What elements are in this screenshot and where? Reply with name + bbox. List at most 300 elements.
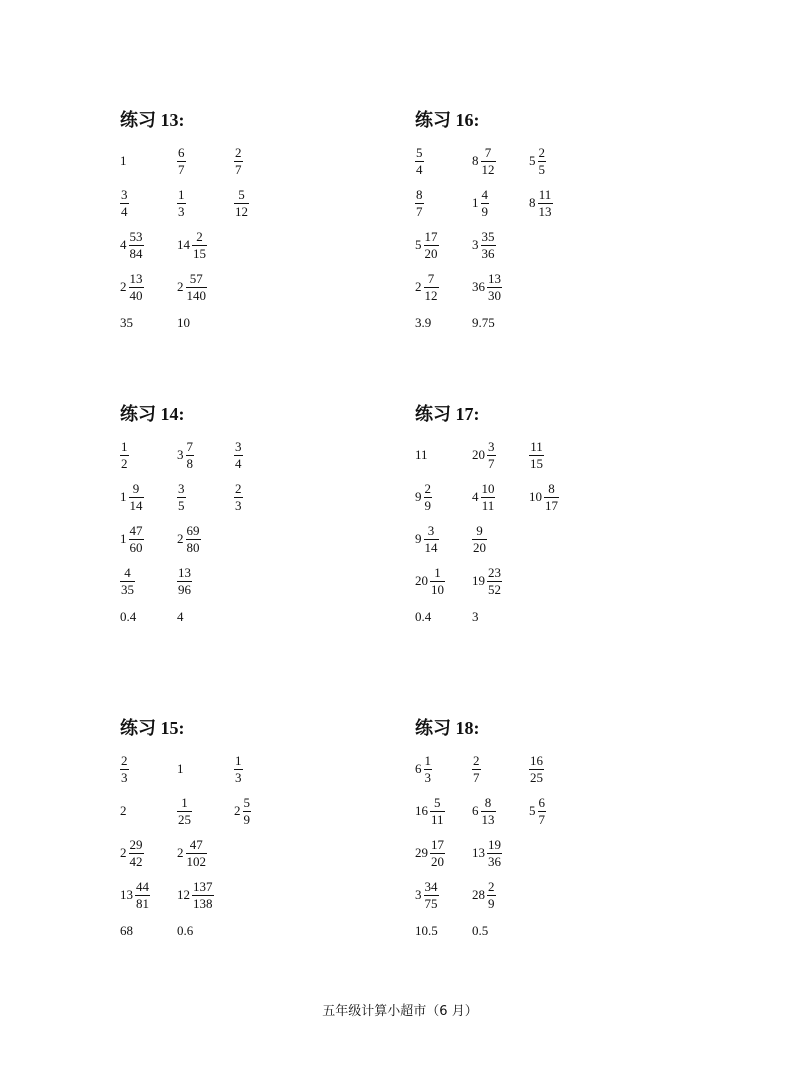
fraction-numerator: 57 — [189, 270, 203, 286]
fraction-denominator: 20 — [473, 539, 486, 555]
fraction-denominator: 36 — [481, 245, 495, 261]
fraction-numerator: 17 — [431, 836, 444, 852]
fraction-numerator: 1 — [235, 752, 242, 768]
fraction-numerator: 2 — [424, 480, 431, 496]
fraction — [487, 838, 502, 869]
answer-row — [120, 748, 420, 790]
mixed-number-whole: 3 — [415, 887, 422, 902]
fraction — [487, 272, 502, 303]
answer-item — [472, 880, 529, 911]
fraction-denominator: 7 — [488, 455, 495, 471]
answer-row — [120, 560, 420, 602]
mixed-number-whole: 2 — [177, 279, 184, 294]
answer-number: 10 — [177, 315, 190, 330]
fraction — [129, 482, 144, 513]
answer-row — [120, 434, 420, 476]
fraction — [177, 146, 186, 177]
fraction-numerator: 8 — [484, 794, 492, 810]
section-title: 练习 17: — [415, 404, 480, 424]
answer-item — [472, 315, 529, 331]
fraction-numerator: 29 — [129, 836, 143, 852]
answer-item — [177, 796, 234, 827]
fraction-denominator: 4 — [235, 455, 242, 471]
fraction — [120, 566, 135, 597]
answer-number: 0.4 — [415, 609, 432, 624]
fraction-denominator: 3 — [235, 497, 242, 513]
answer-item — [472, 838, 529, 869]
answer-item — [472, 188, 529, 219]
answer-item — [529, 754, 586, 785]
answer-item — [234, 796, 291, 827]
answer-item — [177, 188, 234, 219]
fraction-numerator: 2 — [196, 228, 203, 244]
fraction-numerator: 137 — [193, 878, 213, 894]
answer-number: 9.75 — [472, 315, 495, 330]
fraction-denominator: 35 — [121, 581, 134, 597]
fraction-denominator: 4 — [121, 203, 128, 219]
answer-item — [415, 315, 472, 331]
fraction-numerator: 23 — [488, 564, 501, 580]
fraction — [415, 146, 424, 177]
fraction-numerator: 1 — [181, 794, 188, 810]
fraction-denominator: 13 — [538, 203, 552, 219]
answer-row — [415, 874, 715, 916]
fraction-denominator: 9 — [424, 497, 431, 513]
answer-item — [120, 272, 177, 303]
fraction-numerator: 47 — [189, 836, 203, 852]
fraction-numerator: 7 — [484, 144, 492, 160]
answer-number: 35 — [120, 315, 133, 330]
answer-item — [529, 440, 586, 471]
mixed-number-whole: 19 — [472, 573, 485, 588]
fraction-denominator: 3 — [235, 769, 242, 785]
answer-number: 0.6 — [177, 923, 194, 938]
answer-item — [120, 524, 177, 555]
fraction-denominator: 20 — [424, 245, 438, 261]
exercise-section-18 — [415, 716, 715, 946]
fraction — [472, 524, 487, 555]
fraction — [234, 754, 243, 785]
mixed-number-whole: 16 — [415, 803, 428, 818]
answer-item — [177, 761, 234, 777]
fraction-denominator: 75 — [424, 895, 438, 911]
fraction — [424, 754, 433, 785]
fraction — [481, 188, 490, 219]
fraction-numerator: 53 — [129, 228, 143, 244]
mixed-number-whole: 36 — [472, 279, 485, 294]
page-footer: 五年级计算小超市（6 月） — [322, 1004, 478, 1019]
fraction — [544, 482, 559, 513]
answer-row — [415, 182, 715, 224]
fraction — [234, 146, 243, 177]
fraction-numerator: 34 — [424, 878, 438, 894]
fraction-denominator: 7 — [538, 811, 545, 827]
section-title: 练习 13: — [120, 110, 185, 130]
fraction — [424, 272, 439, 303]
answer-item — [472, 524, 529, 555]
fraction — [538, 796, 547, 827]
fraction-numerator: 5 — [243, 794, 250, 810]
answer-number: 1 — [177, 761, 184, 776]
mixed-number-whole: 2 — [120, 279, 127, 294]
answer-row — [120, 266, 420, 308]
answer-row — [415, 224, 715, 266]
fraction-numerator: 3 — [488, 438, 495, 454]
fraction-numerator: 9 — [132, 480, 140, 496]
mixed-number-whole: 1 — [472, 195, 479, 210]
fraction — [186, 272, 208, 303]
answer-item — [529, 146, 586, 177]
fraction — [129, 524, 144, 555]
answer-number: 68 — [120, 923, 133, 938]
fraction-numerator: 6 — [538, 794, 545, 810]
answer-item — [177, 609, 234, 625]
answer-item — [120, 230, 177, 261]
fraction — [177, 566, 192, 597]
mixed-number-whole: 2 — [177, 845, 184, 860]
answer-number: 1 — [120, 153, 127, 168]
answer-row — [120, 790, 420, 832]
fraction-numerator: 1 — [424, 752, 431, 768]
fraction-denominator: 40 — [129, 287, 143, 303]
answer-item — [472, 609, 529, 625]
fraction-denominator: 7 — [178, 161, 185, 177]
answer-number: 0.5 — [472, 923, 489, 938]
answer-grid — [120, 140, 420, 338]
fraction-numerator: 69 — [186, 522, 200, 538]
fraction-denominator: 30 — [488, 287, 501, 303]
fraction-denominator: 3 — [424, 769, 431, 785]
mixed-number-whole: 6 — [415, 761, 422, 776]
answer-number: 2 — [120, 803, 127, 818]
fraction-denominator: 11 — [431, 811, 444, 827]
section-title: 练习 18: — [415, 718, 480, 738]
fraction — [135, 880, 150, 911]
fraction-denominator: 5 — [538, 161, 545, 177]
answer-item — [415, 609, 472, 625]
fraction-denominator: 80 — [186, 539, 200, 555]
fraction-denominator: 7 — [416, 203, 423, 219]
answer-row — [415, 518, 715, 560]
fraction-numerator: 5 — [416, 144, 423, 160]
fraction — [192, 230, 207, 261]
answer-grid — [415, 434, 715, 632]
fraction — [186, 838, 208, 869]
answer-item — [177, 440, 234, 471]
fraction-numerator: 16 — [530, 752, 543, 768]
answer-item — [415, 880, 472, 911]
fraction-denominator: 12 — [424, 287, 438, 303]
answer-item — [234, 440, 291, 471]
fraction-denominator: 5 — [178, 497, 185, 513]
fraction — [177, 796, 192, 827]
answer-item — [120, 880, 177, 911]
answer-item — [415, 524, 472, 555]
fraction — [424, 482, 433, 513]
answer-item — [415, 566, 472, 597]
fraction-denominator: 3 — [121, 769, 128, 785]
fraction-denominator: 7 — [235, 161, 242, 177]
fraction-denominator: 9 — [243, 811, 250, 827]
mixed-number-whole: 3 — [472, 237, 479, 252]
answer-item — [177, 566, 234, 597]
mixed-number-whole: 1 — [120, 489, 127, 504]
mixed-number-whole: 6 — [472, 803, 479, 818]
exercise-section-15 — [120, 716, 420, 946]
exercise-section-13 — [120, 108, 420, 338]
fraction-denominator: 17 — [545, 497, 558, 513]
fraction-denominator: 140 — [186, 287, 206, 303]
answer-item — [529, 188, 586, 219]
fraction-denominator: 36 — [488, 853, 501, 869]
answer-grid — [120, 748, 420, 946]
fraction-numerator: 3 — [235, 438, 242, 454]
answer-item — [415, 188, 472, 219]
fraction — [186, 524, 201, 555]
mixed-number-whole: 4 — [472, 489, 479, 504]
answer-item — [177, 880, 234, 911]
fraction-denominator: 8 — [186, 455, 193, 471]
answer-row — [120, 182, 420, 224]
fraction-denominator: 84 — [129, 245, 143, 261]
answer-item — [415, 146, 472, 177]
fraction-numerator: 47 — [129, 522, 143, 538]
fraction-denominator: 10 — [431, 581, 444, 597]
answer-item — [415, 796, 472, 827]
answer-item — [472, 230, 529, 261]
fraction-denominator: 14 — [129, 497, 143, 513]
fraction-denominator: 42 — [129, 853, 143, 869]
fraction-numerator: 1 — [178, 186, 185, 202]
answer-number: 10.5 — [415, 923, 438, 938]
fraction-numerator: 1 — [434, 564, 441, 580]
fraction — [234, 440, 243, 471]
answer-row — [120, 518, 420, 560]
answer-row — [415, 832, 715, 874]
mixed-number-whole: 3 — [177, 447, 184, 462]
answer-row — [120, 602, 420, 632]
fraction-denominator: 96 — [178, 581, 191, 597]
fraction-numerator: 13 — [488, 270, 501, 286]
fraction-denominator: 20 — [431, 853, 444, 869]
answer-row — [415, 266, 715, 308]
fraction-numerator: 7 — [427, 270, 435, 286]
answer-item — [472, 754, 529, 785]
fraction-denominator: 14 — [424, 539, 438, 555]
answer-item — [120, 440, 177, 471]
fraction — [481, 230, 496, 261]
fraction-numerator: 8 — [416, 186, 423, 202]
answer-item — [120, 609, 177, 625]
answer-number: 3 — [472, 609, 479, 624]
answer-item — [120, 838, 177, 869]
fraction-numerator: 2 — [121, 752, 128, 768]
fraction — [177, 188, 186, 219]
fraction-denominator: 60 — [129, 539, 143, 555]
fraction-numerator: 2 — [473, 752, 480, 768]
fraction — [481, 796, 496, 827]
fraction-denominator: 13 — [481, 811, 495, 827]
fraction — [430, 796, 445, 827]
answer-item — [415, 838, 472, 869]
fraction — [177, 482, 186, 513]
fraction — [424, 230, 439, 261]
fraction — [430, 838, 445, 869]
answer-row — [120, 308, 420, 338]
fraction-denominator: 81 — [136, 895, 149, 911]
fraction-denominator: 11 — [481, 497, 495, 513]
answer-item — [120, 315, 177, 331]
answer-item — [415, 447, 472, 463]
answer-number: 3.9 — [415, 315, 432, 330]
fraction-numerator: 9 — [476, 522, 483, 538]
answer-item — [415, 482, 472, 513]
fraction-denominator: 25 — [178, 811, 191, 827]
answer-item — [120, 482, 177, 513]
answer-number: 0.4 — [120, 609, 137, 624]
fraction — [243, 796, 252, 827]
answer-item — [234, 754, 291, 785]
answer-number: 4 — [177, 609, 184, 624]
answer-grid — [415, 140, 715, 338]
answer-item — [177, 272, 234, 303]
mixed-number-whole: 2 — [234, 803, 241, 818]
answer-item — [415, 272, 472, 303]
fraction-numerator: 13 — [178, 564, 191, 580]
fraction — [529, 754, 544, 785]
exercise-section-16 — [415, 108, 715, 338]
fraction — [481, 146, 496, 177]
answer-row — [120, 224, 420, 266]
fraction-denominator: 12 — [235, 203, 248, 219]
answer-item — [472, 146, 529, 177]
answer-row — [120, 476, 420, 518]
fraction-numerator: 19 — [488, 836, 501, 852]
fraction-numerator: 3 — [427, 522, 435, 538]
fraction-denominator: 7 — [473, 769, 480, 785]
answer-row — [120, 916, 420, 946]
answer-item — [120, 153, 177, 169]
answer-item — [234, 482, 291, 513]
answer-item — [472, 796, 529, 827]
answer-item — [472, 440, 529, 471]
section-title: 练习 15: — [120, 718, 185, 738]
answer-item — [472, 272, 529, 303]
answer-item — [177, 524, 234, 555]
answer-row — [415, 434, 715, 476]
mixed-number-whole: 2 — [177, 531, 184, 546]
answer-item — [177, 230, 234, 261]
fraction-numerator: 17 — [424, 228, 438, 244]
mixed-number-whole: 10 — [529, 489, 542, 504]
mixed-number-whole: 12 — [177, 887, 190, 902]
mixed-number-whole: 9 — [415, 531, 422, 546]
answer-item — [120, 923, 177, 939]
mixed-number-whole: 8 — [529, 195, 536, 210]
answer-item — [234, 146, 291, 177]
mixed-number-whole: 2 — [120, 845, 127, 860]
fraction — [487, 440, 496, 471]
fraction-denominator: 12 — [481, 161, 495, 177]
answer-grid — [415, 748, 715, 946]
fraction — [186, 440, 195, 471]
answer-row — [415, 308, 715, 338]
answer-row — [415, 476, 715, 518]
fraction — [234, 482, 243, 513]
mixed-number-whole: 13 — [472, 845, 485, 860]
answer-row — [415, 748, 715, 790]
answer-row — [415, 602, 715, 632]
mixed-number-whole: 28 — [472, 887, 485, 902]
answer-item — [177, 923, 234, 939]
fraction-denominator: 102 — [186, 853, 206, 869]
mixed-number-whole: 1 — [120, 531, 127, 546]
answer-item — [472, 482, 529, 513]
answer-item — [415, 923, 472, 939]
mixed-number-whole: 14 — [177, 237, 190, 252]
mixed-number-whole: 9 — [415, 489, 422, 504]
fraction-denominator: 3 — [178, 203, 185, 219]
fraction-numerator: 3 — [121, 186, 128, 202]
fraction-numerator: 3 — [178, 480, 185, 496]
answer-item — [234, 188, 291, 219]
fraction-numerator: 2 — [235, 144, 242, 160]
answer-item — [120, 566, 177, 597]
answer-item — [120, 754, 177, 785]
answer-item — [177, 146, 234, 177]
answer-row — [120, 140, 420, 182]
fraction-numerator: 13 — [129, 270, 143, 286]
fraction-numerator: 44 — [136, 878, 149, 894]
answer-item — [120, 188, 177, 219]
answer-item — [177, 482, 234, 513]
fraction — [120, 440, 129, 471]
fraction-numerator: 2 — [235, 480, 242, 496]
fraction-numerator: 5 — [238, 186, 245, 202]
fraction-denominator: 2 — [121, 455, 128, 471]
fraction-numerator: 10 — [481, 480, 495, 496]
fraction — [472, 754, 481, 785]
fraction — [487, 880, 496, 911]
fraction-numerator: 4 — [124, 564, 131, 580]
fraction-denominator: 138 — [193, 895, 213, 911]
mixed-number-whole: 5 — [415, 237, 422, 252]
answer-item — [472, 566, 529, 597]
fraction-numerator: 6 — [178, 144, 185, 160]
mixed-number-whole: 29 — [415, 845, 428, 860]
fraction-denominator: 4 — [416, 161, 423, 177]
fraction — [129, 230, 144, 261]
section-title: 练习 16: — [415, 110, 480, 130]
exercise-section-14 — [120, 402, 420, 632]
fraction-numerator: 7 — [186, 438, 193, 454]
fraction-denominator: 15 — [193, 245, 206, 261]
answer-item — [529, 796, 586, 827]
answer-grid — [120, 434, 420, 632]
section-title: 练习 14: — [120, 404, 185, 424]
fraction — [487, 566, 502, 597]
mixed-number-whole: 4 — [120, 237, 127, 252]
fraction-numerator: 35 — [481, 228, 495, 244]
answer-item — [472, 923, 529, 939]
fraction — [120, 754, 129, 785]
mixed-number-whole: 20 — [472, 447, 485, 462]
answer-number: 11 — [415, 447, 428, 462]
answer-row — [415, 560, 715, 602]
fraction — [430, 566, 445, 597]
answer-row — [415, 916, 715, 946]
answer-item — [177, 315, 234, 331]
